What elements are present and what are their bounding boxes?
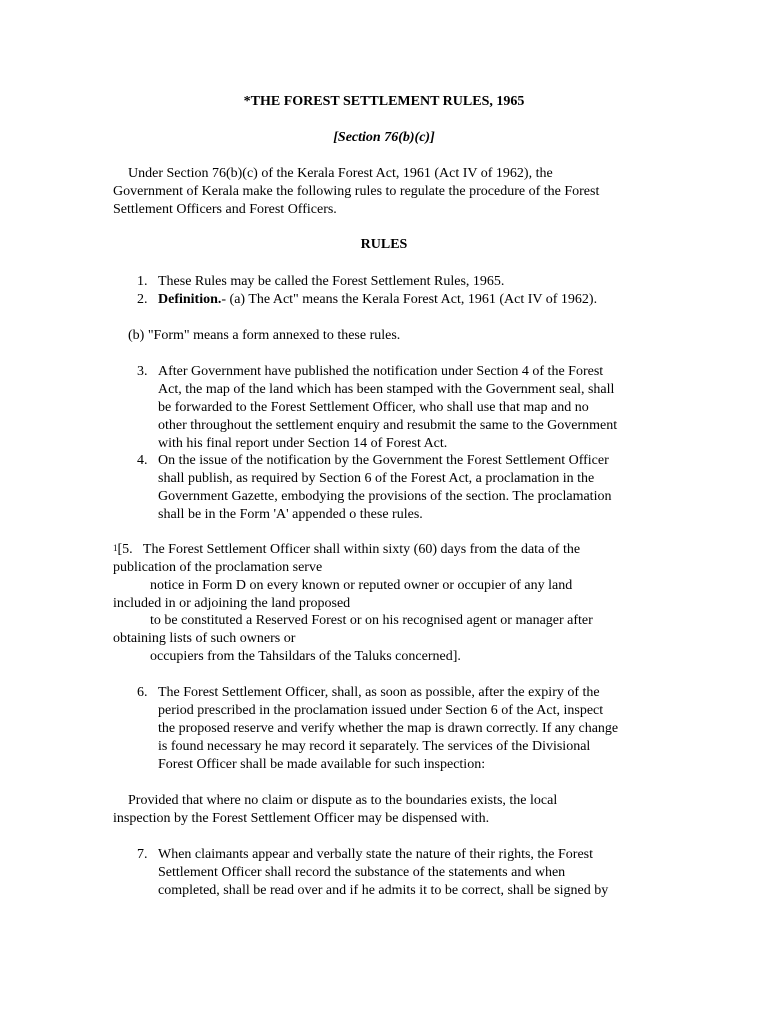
rule-6-number: 6. [137, 685, 148, 700]
rule-5-line-7: occupiers from the Tahsildars of the Taluks concerned]. [150, 649, 461, 664]
rule-3-line-5: with his final report under Section 14 of Forest Act. [158, 436, 448, 451]
rule-6-line-1: The Forest Settlement Officer, shall, as soon as possible, after the expiry of the [158, 685, 600, 700]
rule-5-line-4: included in or adjoining the land proposed [113, 596, 351, 611]
rule-5-line-5: to be constituted a Reserved Forest or on his recognised agent or manager after [150, 613, 593, 628]
proviso-line-2: inspection by the Forest Settlement Officer may be dispensed with. [113, 811, 490, 826]
preamble-line-3: Settlement Officers and Forest Officers. [113, 202, 337, 217]
rule-3-line-1: After Government have published the notification under Section 4 of the Forest [158, 364, 604, 379]
rule-1-text: These Rules may be called the Forest Settlement Rules, 1965. [158, 274, 505, 289]
rule-2-text: - (a) The Act" means the Kerala Forest Act, 1961 (Act IV of 1962). [221, 292, 598, 307]
document-subtitle: [Section 76(b)(c)] [333, 130, 435, 145]
rule-7-number: 7. [137, 847, 148, 862]
document-title: *THE FOREST SETTLEMENT RULES, 1965 [243, 94, 525, 109]
rule-1-number: 1. [137, 274, 148, 289]
rule-3-line-2: Act, the map of the land which has been stamped with the Government seal, shall [158, 382, 615, 397]
preamble-line-1: Under Section 76(b)(c) of the Kerala Forest Act, 1961 (Act IV of 1962), the [128, 166, 553, 181]
rule-6-line-5: Forest Officer shall be made available for such inspection: [158, 757, 486, 772]
rule-4-line-4: shall be in the Form 'A' appended o these rules. [158, 507, 423, 522]
rule-2b-text: (b) "Form" means a form annexed to these rules. [128, 328, 401, 343]
rule-5-line-1 [113, 541, 580, 559]
rule-2-body [158, 291, 597, 309]
rule-6-line-3: the proposed reserve and verify whether the map is drawn correctly. If any change [158, 721, 619, 736]
rule-4-line-2: shall publish, as required by Section 6 of the Forest Act, a proclamation in the [158, 471, 595, 486]
rule-4-number: 4. [137, 453, 148, 468]
rule-5-line-1-text: [5. The Forest Settlement Officer shall within sixty (60) days from the data of the [117, 542, 581, 557]
preamble-line-2: Government of Kerala make the following rules to regulate the procedure of the Forest [113, 184, 600, 199]
rule-7-line-1: When claimants appear and verbally state the nature of their rights, the Forest [158, 847, 594, 862]
proviso-line-1: Provided that where no claim or dispute as to the boundaries exists, the local [128, 793, 558, 808]
rule-6-line-4: is found necessary he may record it separately. The services of the Divisional [158, 739, 591, 754]
rule-2-number: 2. [137, 292, 148, 307]
rule-7-line-2: Settlement Officer shall record the substance of the statements and when [158, 865, 566, 880]
rules-heading: RULES [360, 237, 408, 252]
rule-5-line-2: publication of the proclamation serve [113, 560, 323, 575]
rule-3-number: 3. [137, 364, 148, 379]
rule-5-line-3: notice in Form D on every known or reputed owner or occupier of any land [150, 578, 573, 593]
rule-3-line-4: other throughout the settlement enquiry and resubmit the same to the Government [158, 418, 618, 433]
rule-4-line-1: On the issue of the notification by the Government the Forest Settlement Officer [158, 453, 609, 468]
rule-6-line-2: period prescribed in the proclamation issued under Section 6 of the Act, inspect [158, 703, 604, 718]
rule-4-line-3: Government Gazette, embodying the provisions of the section. The proclamation [158, 489, 612, 504]
rule-5-line-6: obtaining lists of such owners or [113, 631, 296, 646]
footnote-marker: 1 [113, 543, 118, 553]
rule-7-line-3: completed, shall be read over and if he admits it to be correct, shall be signed by [158, 883, 609, 898]
rule-2-label: Definition. [158, 292, 222, 307]
rule-3-line-3: be forwarded to the Forest Settlement Officer, who shall use that map and no [158, 400, 589, 415]
